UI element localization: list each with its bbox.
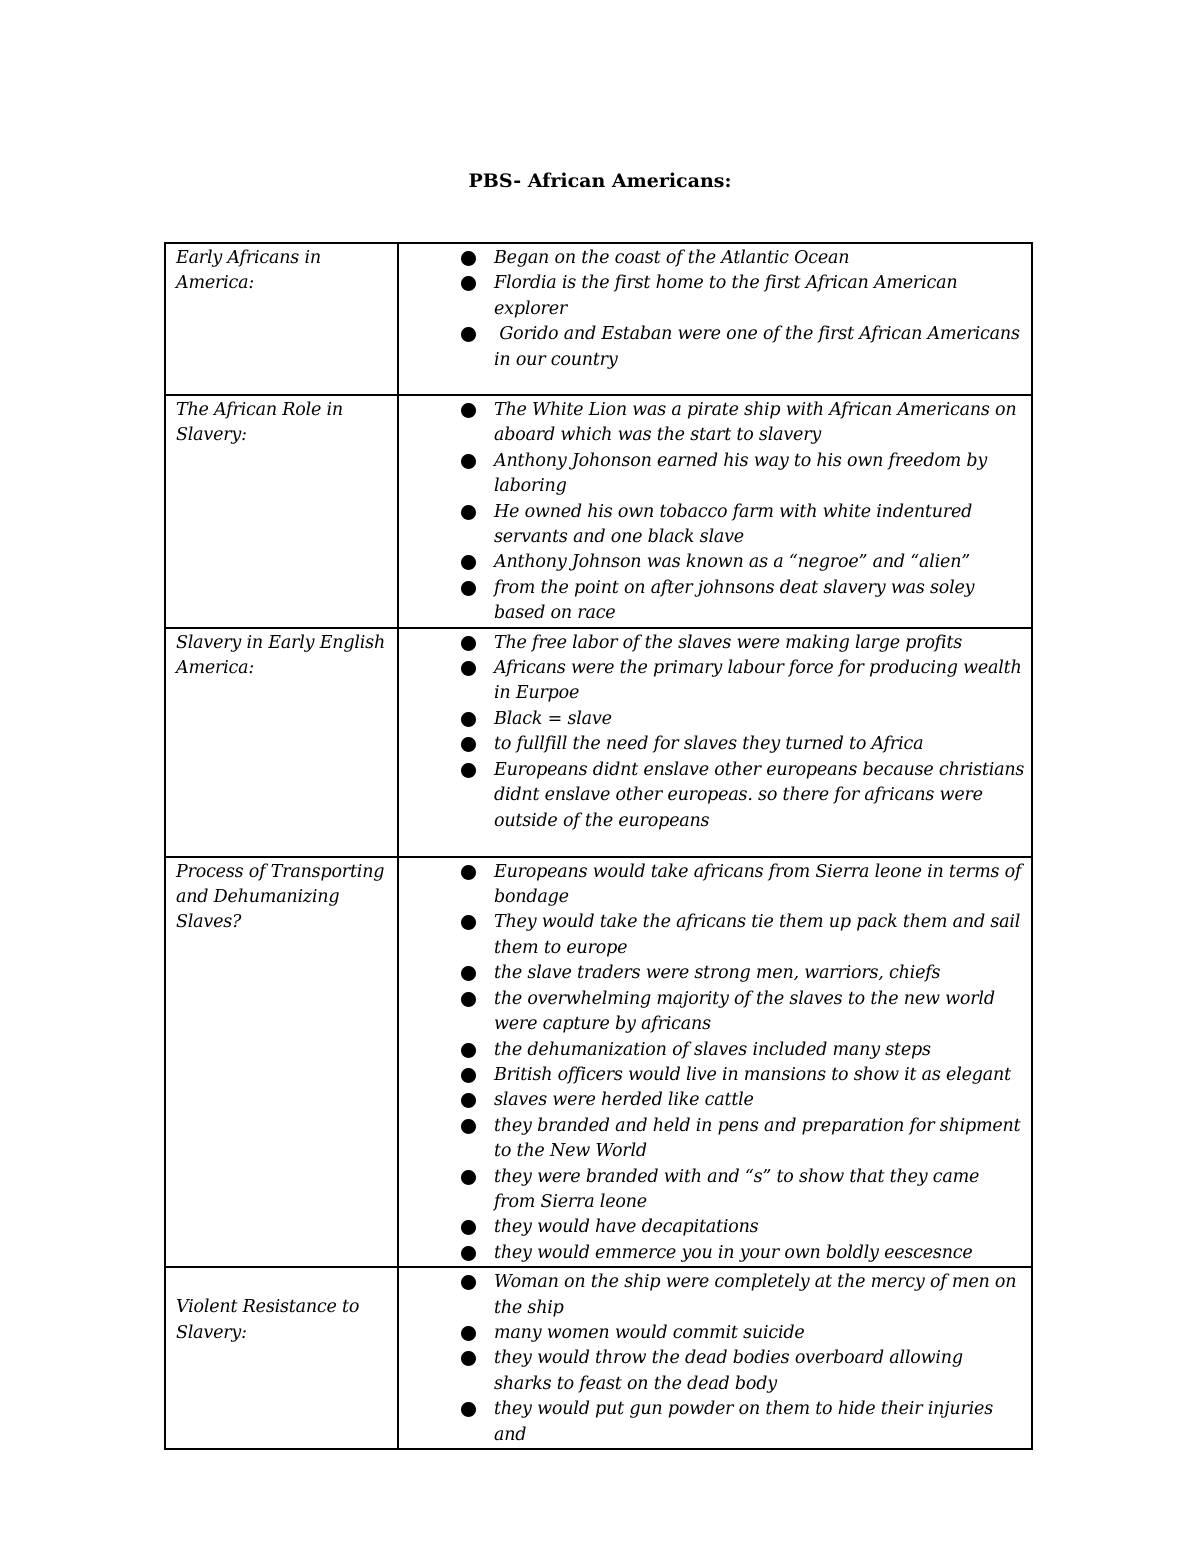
bullet-icon xyxy=(461,737,476,752)
bullet-icon xyxy=(461,712,476,727)
bullet-list xyxy=(399,1270,1025,1448)
list-item: the overwhelming majority of the slaves to the new world were capture by africans xyxy=(199,987,1025,1038)
list-item: Europeans would take africans from Sierra leone in terms of bondage xyxy=(199,860,1025,911)
bullet-icon xyxy=(461,327,476,342)
list-item: they branded and held in pens and preparation for shipment to the New World xyxy=(199,1114,1025,1165)
topic-label: Violent Resistance to Slavery: xyxy=(176,1297,360,1343)
list-item: they were branded with and “s” to show that they came from Sierra leone xyxy=(199,1165,1025,1216)
table-row xyxy=(165,243,1032,395)
bullet-icon xyxy=(461,865,476,880)
list-item: He owned his own tobacco farm with white indentured servants and one black slave xyxy=(199,500,1025,551)
list-item: they would put gun powder on them to hide their injuries and xyxy=(199,1397,1025,1448)
points-cell xyxy=(398,1267,1032,1449)
list-item: Anthony Johonson earned his way to his own freedom by laboring xyxy=(199,449,1025,500)
bullet-icon xyxy=(461,1043,476,1058)
document-title: PBS- African Americans: xyxy=(468,170,732,192)
topic-label: Process of Transporting and Dehumanizing Slaves? xyxy=(176,861,385,933)
bullet-icon xyxy=(461,505,476,520)
table-row xyxy=(165,1267,1032,1449)
list-item: Africans were the primary labour force for producing wealth in Eurpoe xyxy=(199,656,1025,707)
bullet-icon xyxy=(461,1275,476,1290)
bullet-icon xyxy=(461,403,476,418)
list-item: to fullfill the need for slaves they turned to Africa xyxy=(199,732,1025,757)
bullet-icon xyxy=(461,1326,476,1341)
bullet-icon xyxy=(461,763,476,778)
bullet-icon xyxy=(461,1093,476,1108)
topic-label: Early Africans in America: xyxy=(176,248,321,294)
topic-label: The African Role in Slavery: xyxy=(176,400,343,446)
notes-table xyxy=(164,242,1033,1450)
bullet-icon xyxy=(461,276,476,291)
bullet-icon xyxy=(461,636,476,651)
list-item: Began on the coast of the Atlantic Ocean xyxy=(199,246,1025,271)
points-cell xyxy=(398,857,1032,1268)
bullet-icon xyxy=(461,581,476,596)
points-cell xyxy=(398,243,1032,395)
list-item: Black = slave xyxy=(199,707,1025,732)
bullet-icon xyxy=(461,1068,476,1083)
list-item: slaves were herded like cattle xyxy=(199,1088,1025,1113)
bullet-list xyxy=(399,398,1025,627)
list-item: The free labor of the slaves were making large profits xyxy=(199,631,1025,656)
list-item: they would throw the dead bodies overboard allowing sharks to feast on the dead body xyxy=(199,1346,1025,1397)
bullet-icon xyxy=(461,555,476,570)
list-item: Europeans didnt enslave other europeans because christians didnt enslave other europeas. so there for africans were outside of the europeans xyxy=(199,758,1025,834)
bullet-icon xyxy=(461,1246,476,1261)
bullet-list xyxy=(399,246,1025,373)
bullet-icon xyxy=(461,251,476,266)
bullet-icon xyxy=(461,1402,476,1417)
list-item: They would take the africans tie them up pack them and sail them to europe xyxy=(199,910,1025,961)
list-item: Gorido and Estaban were one of the first African Americans in our country xyxy=(199,322,1025,373)
bullet-icon xyxy=(461,966,476,981)
list-item: The White Lion was a pirate ship with African Americans on aboard which was the start to slavery xyxy=(199,398,1025,449)
bullet-icon xyxy=(461,1170,476,1185)
table-row xyxy=(165,628,1032,857)
bullet-list xyxy=(399,631,1025,834)
list-item: they would have decapitations xyxy=(199,1215,1025,1240)
bullet-icon xyxy=(461,661,476,676)
bullet-icon xyxy=(461,1351,476,1366)
points-cell xyxy=(398,395,1032,628)
list-item: from the point on after johnsons deat slavery was soley based on race xyxy=(199,576,1025,627)
bullet-icon xyxy=(461,454,476,469)
list-item: Woman on the ship were completely at the mercy of men on the ship xyxy=(199,1270,1025,1321)
list-item: they would emmerce you in your own boldly eescesnce xyxy=(199,1241,1025,1266)
list-item: the slave traders were strong men, warriors, chiefs xyxy=(199,961,1025,986)
list-item: British officers would live in mansions to show it as elegant xyxy=(199,1063,1025,1088)
list-item: many women would commit suicide xyxy=(199,1321,1025,1346)
bullet-icon xyxy=(461,915,476,930)
bullet-icon xyxy=(461,1220,476,1235)
points-cell xyxy=(398,628,1032,857)
topic-label: Slavery in Early English America: xyxy=(176,632,386,679)
list-item: the dehumanization of slaves included many steps xyxy=(199,1038,1025,1063)
list-item: Anthony Johnson was known as a “negroe” and “alien” xyxy=(199,550,1025,575)
bullet-icon xyxy=(461,1119,476,1134)
list-item: Flordia is the first home to the first African American explorer xyxy=(199,271,1025,322)
table-row xyxy=(165,857,1032,1268)
bullet-list xyxy=(399,860,1025,1267)
table-row xyxy=(165,395,1032,628)
bullet-icon xyxy=(461,992,476,1007)
